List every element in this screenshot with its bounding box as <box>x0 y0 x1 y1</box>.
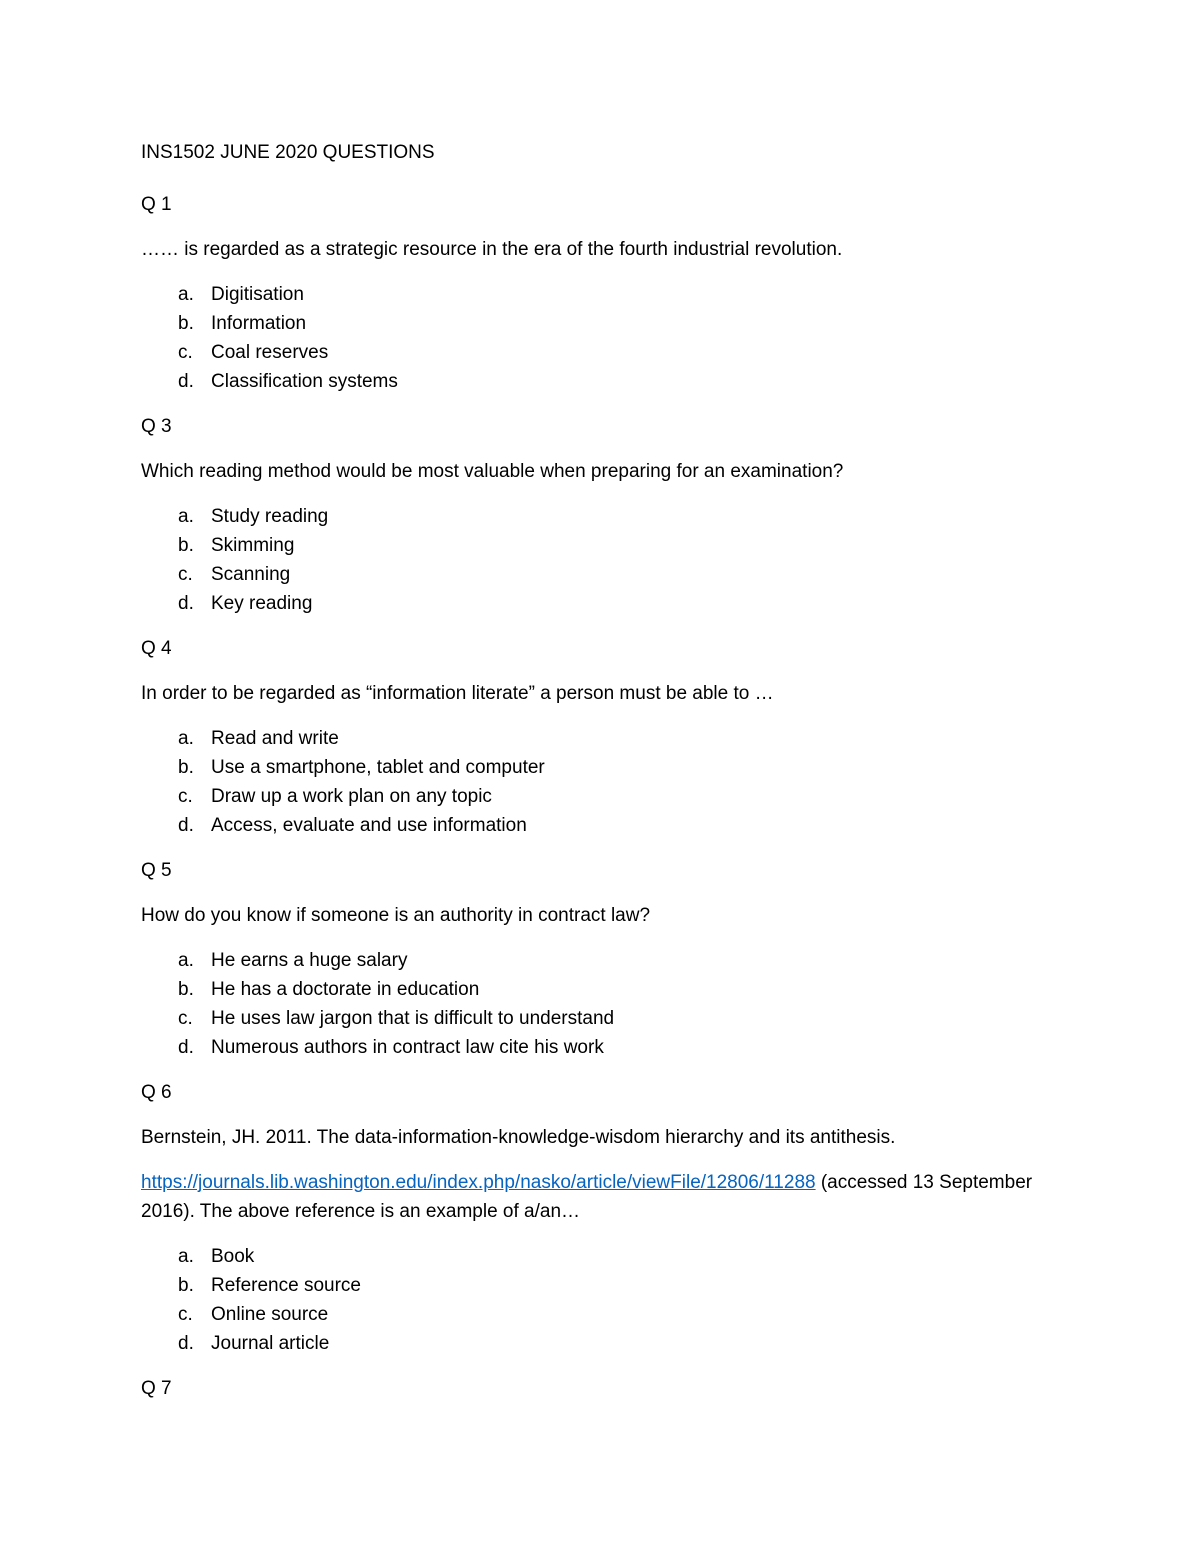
question-text <box>141 457 1070 486</box>
option-letter: d. <box>178 1333 194 1354</box>
question-text <box>141 1123 1070 1152</box>
option-text: Skimming <box>211 535 295 556</box>
option-letter: d. <box>178 371 194 392</box>
option-letter: c. <box>178 1304 193 1325</box>
question-text <box>141 679 1070 708</box>
option-row <box>141 280 1070 309</box>
option-text: Read and write <box>211 728 339 749</box>
option-letter: a. <box>178 284 194 305</box>
option-row <box>141 589 1070 618</box>
option-row <box>141 1271 1070 1300</box>
option-row <box>141 946 1070 975</box>
question-label: Q 1 <box>141 194 172 215</box>
option-text: Use a smartphone, tablet and computer <box>211 757 545 778</box>
option-letter: d. <box>178 815 194 836</box>
text-segment: …… is regarded as a strategic resource in the era of the fourth industrial revolution. <box>141 239 843 260</box>
option-row <box>141 502 1070 531</box>
option-text: Key reading <box>211 593 313 614</box>
document-title: INS1502 JUNE 2020 QUESTIONS <box>141 142 435 163</box>
question-label: Q 5 <box>141 860 172 881</box>
option-row <box>141 367 1070 396</box>
question-label: Q 4 <box>141 638 172 659</box>
text-segment: How do you know if someone is an authority in contract law? <box>141 905 651 926</box>
option-text: Coal reserves <box>211 342 329 363</box>
option-text: He earns a huge salary <box>211 950 408 971</box>
option-row <box>141 1329 1070 1358</box>
option-text: Reference source <box>211 1275 361 1296</box>
option-text: Online source <box>211 1304 329 1325</box>
option-text: Scanning <box>211 564 291 585</box>
option-letter: a. <box>178 728 194 749</box>
option-row <box>141 724 1070 753</box>
question-text <box>141 235 1070 264</box>
option-text: Journal article <box>211 1333 330 1354</box>
questions-section <box>141 190 1070 1403</box>
option-row <box>141 1033 1070 1062</box>
option-letter: b. <box>178 757 194 778</box>
option-text: Digitisation <box>211 284 304 305</box>
question-text <box>141 901 1070 930</box>
option-row <box>141 1242 1070 1271</box>
option-letter: b. <box>178 1275 194 1296</box>
option-text: Information <box>211 313 307 334</box>
option-text: Study reading <box>211 506 329 527</box>
option-row <box>141 531 1070 560</box>
text-segment: Which reading method would be most valuable when preparing for an examination? <box>141 461 844 482</box>
options-list <box>141 1242 1070 1358</box>
option-letter: c. <box>178 786 193 807</box>
option-row <box>141 560 1070 589</box>
option-row <box>141 338 1070 367</box>
option-text: Access, evaluate and use information <box>211 815 527 836</box>
question-text <box>141 1168 1070 1226</box>
option-text: Numerous authors in contract law cite his work <box>211 1037 604 1058</box>
option-letter: c. <box>178 342 193 363</box>
option-row <box>141 975 1070 1004</box>
option-text: Draw up a work plan on any topic <box>211 786 492 807</box>
option-row <box>141 753 1070 782</box>
option-letter: a. <box>178 1246 194 1267</box>
option-row <box>141 811 1070 840</box>
option-row <box>141 782 1070 811</box>
option-letter: b. <box>178 313 194 334</box>
text-segment: Bernstein, JH. 2011. The data-information-knowledge-wisdom hierarchy and its antithesis. <box>141 1127 896 1148</box>
option-letter: c. <box>178 1008 193 1029</box>
question-label: Q 7 <box>141 1378 172 1399</box>
option-letter: d. <box>178 1037 194 1058</box>
options-list <box>141 280 1070 396</box>
option-row <box>141 1300 1070 1329</box>
question-label: Q 6 <box>141 1082 172 1103</box>
option-text: He uses law jargon that is difficult to understand <box>211 1008 615 1029</box>
options-list <box>141 502 1070 618</box>
option-letter: c. <box>178 564 193 585</box>
hyperlink[interactable]: https://journals.lib.washington.edu/index.php/nasko/article/viewFile/12806/11288 <box>141 1172 816 1193</box>
options-list <box>141 724 1070 840</box>
option-letter: a. <box>178 950 194 971</box>
option-letter: b. <box>178 535 194 556</box>
options-list <box>141 946 1070 1062</box>
question-label: Q 3 <box>141 416 172 437</box>
option-letter: b. <box>178 979 194 1000</box>
option-text: Classification systems <box>211 371 398 392</box>
option-row <box>141 309 1070 338</box>
text-segment: In order to be regarded as “information literate” a person must be able to … <box>141 683 774 704</box>
option-letter: d. <box>178 593 194 614</box>
option-letter: a. <box>178 506 194 527</box>
option-text: Book <box>211 1246 255 1267</box>
option-row <box>141 1004 1070 1033</box>
text-segment: (accessed 13 September 2016). The above reference is an example of a/an… <box>141 1172 1033 1222</box>
option-text: He has a doctorate in education <box>211 979 480 1000</box>
